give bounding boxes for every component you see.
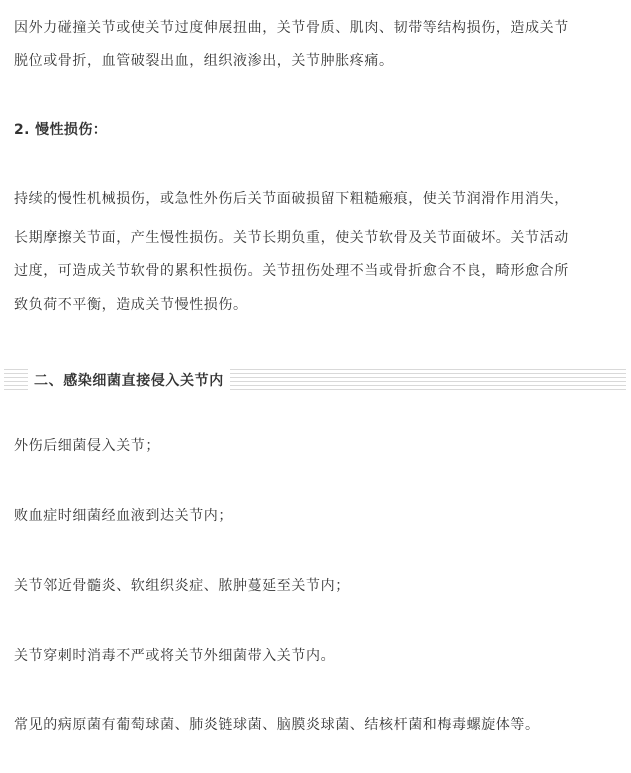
paragraph-trauma-line-1: 因外力碰撞关节或使关节过度伸展扭曲，关节骨质、肌肉、韧带等结构损伤，造成关节 [14,20,569,36]
infection-item-5: 常见的病原菌有葡萄球菌、肺炎链球菌、脑膜炎球菌、结核杆菌和梅毒螺旋体等。 [14,717,540,733]
paragraph-trauma-line-2: 脱位或骨折，血管破裂出血，组织液渗出，关节肿胀疼痛。 [14,53,394,69]
section-heading-infection: 二、感染细菌直接侵入关节内 [28,369,230,393]
infection-item-3: 关节邻近骨髓炎、软组织炎症、脓肿蔓延至关节内； [14,578,350,594]
paragraph-chronic-line-2: 长期摩擦关节面，产生慢性损伤。关节长期负重，使关节软骨及关节面破坏。关节活动 [14,230,569,246]
paragraph-chronic-line-1: 持续的慢性机械损伤，或急性外伤后关节面破损留下粗糙瘢痕，使关节润滑作用消失， [14,191,569,207]
infection-item-4: 关节穿刺时消毒不严或将关节外细菌带入关节内。 [14,648,336,664]
paragraph-chronic-line-3: 过度，可造成关节软骨的累积性损伤。关节扭伤处理不当或骨折愈合不良，畸形愈合所 [14,263,569,279]
subheading-chronic-injury: 2. 慢性损伤： [14,122,108,138]
infection-item-1: 外伤后细菌侵入关节； [14,438,160,454]
paragraph-chronic-line-4: 致负荷不平衡，造成关节慢性损伤。 [14,297,248,313]
infection-item-2: 败血症时细菌经血液到达关节内； [14,508,233,524]
